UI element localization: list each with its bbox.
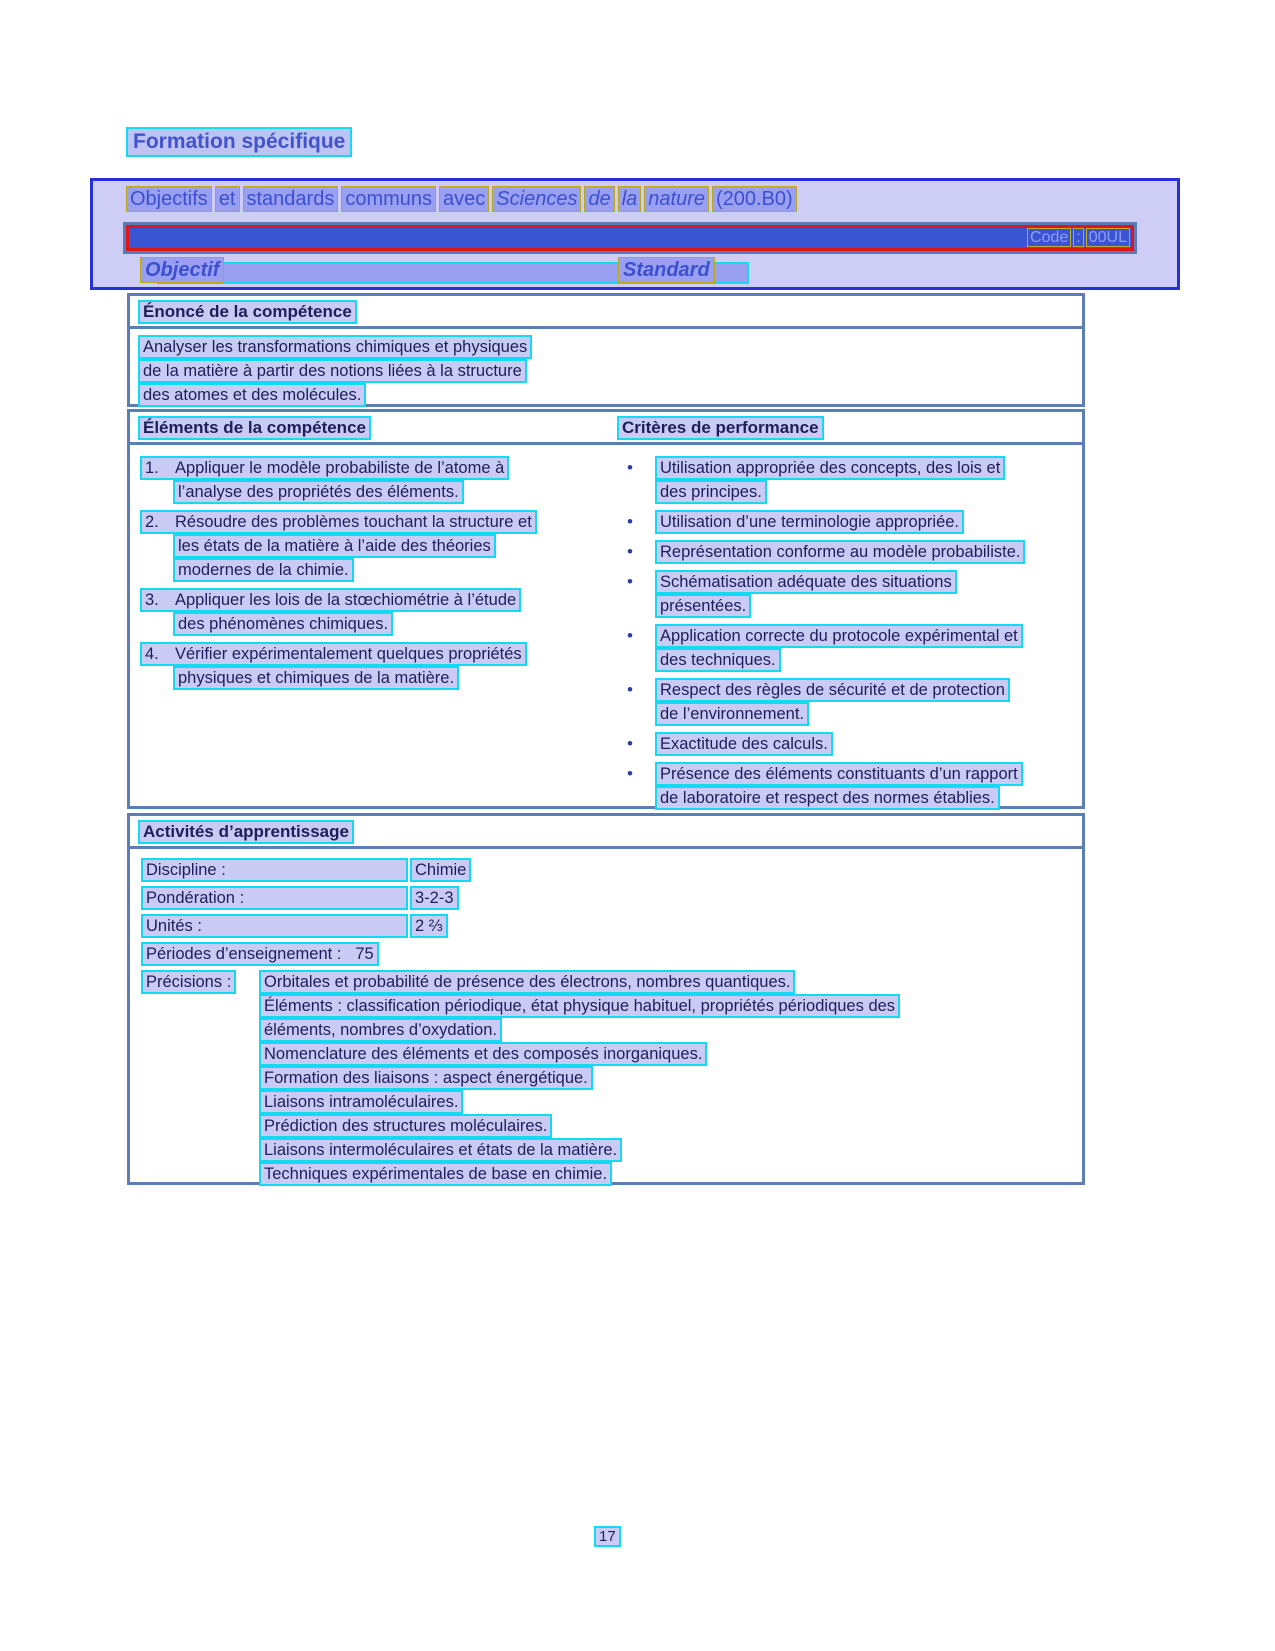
page-number: 17 bbox=[594, 1526, 621, 1547]
objectif-label: Objectif bbox=[140, 257, 224, 283]
criterion bbox=[617, 456, 1082, 504]
criterion bbox=[617, 762, 1082, 810]
criterion-line: Schématisation adéquate des situations bbox=[655, 570, 957, 594]
criteria-column bbox=[617, 456, 1082, 816]
precisions-label: Précisions : bbox=[141, 970, 236, 994]
elements-table bbox=[127, 409, 1085, 809]
precisions-lines bbox=[259, 970, 900, 1186]
criterion bbox=[617, 678, 1082, 726]
criteria-heading: Critères de performance bbox=[617, 416, 824, 440]
criterion-line: Application correcte du protocole expérimental et bbox=[655, 624, 1023, 648]
row-value: 3-2-3 bbox=[410, 886, 459, 910]
header-line-italic: Sciences de la nature bbox=[492, 188, 712, 210]
row-label: Unités : bbox=[141, 914, 408, 938]
element-item bbox=[140, 642, 615, 690]
bullet-icon: • bbox=[627, 680, 633, 699]
item-line: 2. Résoudre des problèmes touchant la structure et bbox=[140, 510, 537, 534]
item-number: 1. bbox=[145, 459, 159, 477]
activites-header bbox=[130, 816, 1082, 849]
text-line: Analyser les transformations chimiques et physiques bbox=[138, 335, 532, 359]
elements-header bbox=[130, 412, 1082, 445]
criterion-line: Utilisation appropriée des concepts, des lois et bbox=[655, 456, 1005, 480]
bullet-icon: • bbox=[627, 734, 633, 753]
bullet-icon: • bbox=[627, 572, 633, 591]
element-item bbox=[140, 588, 615, 636]
header-line-regular: Objectifs et standards communs avec bbox=[126, 188, 492, 210]
enonce-line bbox=[138, 359, 1074, 383]
item-line: des phénomènes chimiques. bbox=[173, 612, 393, 636]
criterion-line: Exactitude des calculs. bbox=[655, 732, 833, 756]
item-number: 3. bbox=[145, 591, 159, 609]
item-line: 3. Appliquer les lois de la stœchiométrie à l’étude bbox=[140, 588, 521, 612]
enonce-table bbox=[127, 293, 1085, 407]
criterion-line: des techniques. bbox=[655, 648, 781, 672]
element-item bbox=[140, 456, 615, 504]
header-box bbox=[90, 178, 1180, 290]
criterion-line: de l’environnement. bbox=[655, 702, 809, 726]
text-line: de la matière à partir des notions liées à la structure bbox=[138, 359, 527, 383]
header-line-suffix: (200.B0) bbox=[712, 188, 800, 210]
precisions-row bbox=[141, 970, 1076, 1186]
page-title: Formation spécifique bbox=[126, 127, 352, 157]
criterion-line: Présence des éléments constituants d’un rapport bbox=[655, 762, 1023, 786]
code-bar bbox=[126, 225, 1134, 251]
activites-table bbox=[127, 813, 1085, 1185]
precision-line: Prédiction des structures moléculaires. bbox=[259, 1114, 552, 1138]
criterion-line: de laboratoire et respect des normes établies. bbox=[655, 786, 1000, 810]
elements-column bbox=[140, 456, 615, 696]
item-line: modernes de la chimie. bbox=[173, 558, 354, 582]
item-line: les états de la matière à l’aide des théories bbox=[173, 534, 496, 558]
row-label: Pondération : bbox=[141, 886, 408, 910]
bullet-icon: • bbox=[627, 512, 633, 531]
criterion bbox=[617, 510, 1082, 534]
row-label-value: Périodes d’enseignement : 75 bbox=[141, 942, 379, 966]
item-line: l’analyse des propriétés des éléments. bbox=[173, 480, 464, 504]
precision-line: Éléments : classification périodique, état physique habituel, propriétés périodiques des bbox=[259, 994, 900, 1018]
enonce-heading: Énoncé de la compétence bbox=[138, 300, 357, 324]
activites-row bbox=[141, 858, 1076, 886]
row-label: Discipline : bbox=[141, 858, 408, 882]
precision-line: Formation des liaisons : aspect énergétique. bbox=[259, 1066, 593, 1090]
item-line: physiques et chimiques de la matière. bbox=[173, 666, 459, 690]
precision-line: Liaisons intramoléculaires. bbox=[259, 1090, 463, 1114]
code-text: Code : 00UL bbox=[1026, 229, 1131, 246]
bullet-icon: • bbox=[627, 764, 633, 783]
enonce-body bbox=[130, 329, 1082, 413]
activites-body bbox=[141, 858, 1076, 1186]
enonce-line bbox=[138, 335, 1074, 359]
criterion-line: Utilisation d’une terminologie appropriée. bbox=[655, 510, 964, 534]
activites-row bbox=[141, 914, 1076, 942]
activites-row bbox=[141, 942, 1076, 970]
criterion bbox=[617, 624, 1082, 672]
precision-line: éléments, nombres d’oxydation. bbox=[259, 1018, 502, 1042]
element-item bbox=[140, 510, 615, 582]
activites-row bbox=[141, 886, 1076, 914]
bullet-icon: • bbox=[627, 626, 633, 645]
criterion-line: Respect des règles de sécurité et de protection bbox=[655, 678, 1010, 702]
standard-label: Standard bbox=[618, 257, 715, 283]
item-number: 4. bbox=[145, 645, 159, 663]
criterion bbox=[617, 732, 1082, 756]
criterion bbox=[617, 540, 1082, 564]
precision-line: Orbitales et probabilité de présence des électrons, nombres quantiques. bbox=[259, 970, 795, 994]
enonce-line bbox=[138, 383, 1074, 407]
row-value: 2 ⅔ bbox=[410, 914, 448, 938]
item-line: 1. Appliquer le modèle probabiliste de l’atome à bbox=[140, 456, 509, 480]
activites-heading: Activités d’apprentissage bbox=[138, 820, 354, 844]
precision-line: Liaisons intermoléculaires et états de la matière. bbox=[259, 1138, 622, 1162]
text-line: des atomes et des molécules. bbox=[138, 383, 366, 407]
precision-line: Nomenclature des éléments et des composés inorganiques. bbox=[259, 1042, 707, 1066]
precision-line: Techniques expérimentales de base en chimie. bbox=[259, 1162, 612, 1186]
enonce-header bbox=[130, 296, 1082, 329]
bullet-icon: • bbox=[627, 458, 633, 477]
bullet-icon: • bbox=[627, 542, 633, 561]
row-value: Chimie bbox=[410, 858, 471, 882]
criterion-line: des principes. bbox=[655, 480, 767, 504]
criterion-line: présentées. bbox=[655, 594, 751, 618]
item-number: 2. bbox=[145, 513, 159, 531]
elements-heading: Éléments de la compétence bbox=[138, 416, 371, 440]
item-line: 4. Vérifier expérimentalement quelques propriétés bbox=[140, 642, 527, 666]
header-line bbox=[126, 186, 800, 212]
criterion-line: Représentation conforme au modèle probabiliste. bbox=[655, 540, 1025, 564]
criterion bbox=[617, 570, 1082, 618]
